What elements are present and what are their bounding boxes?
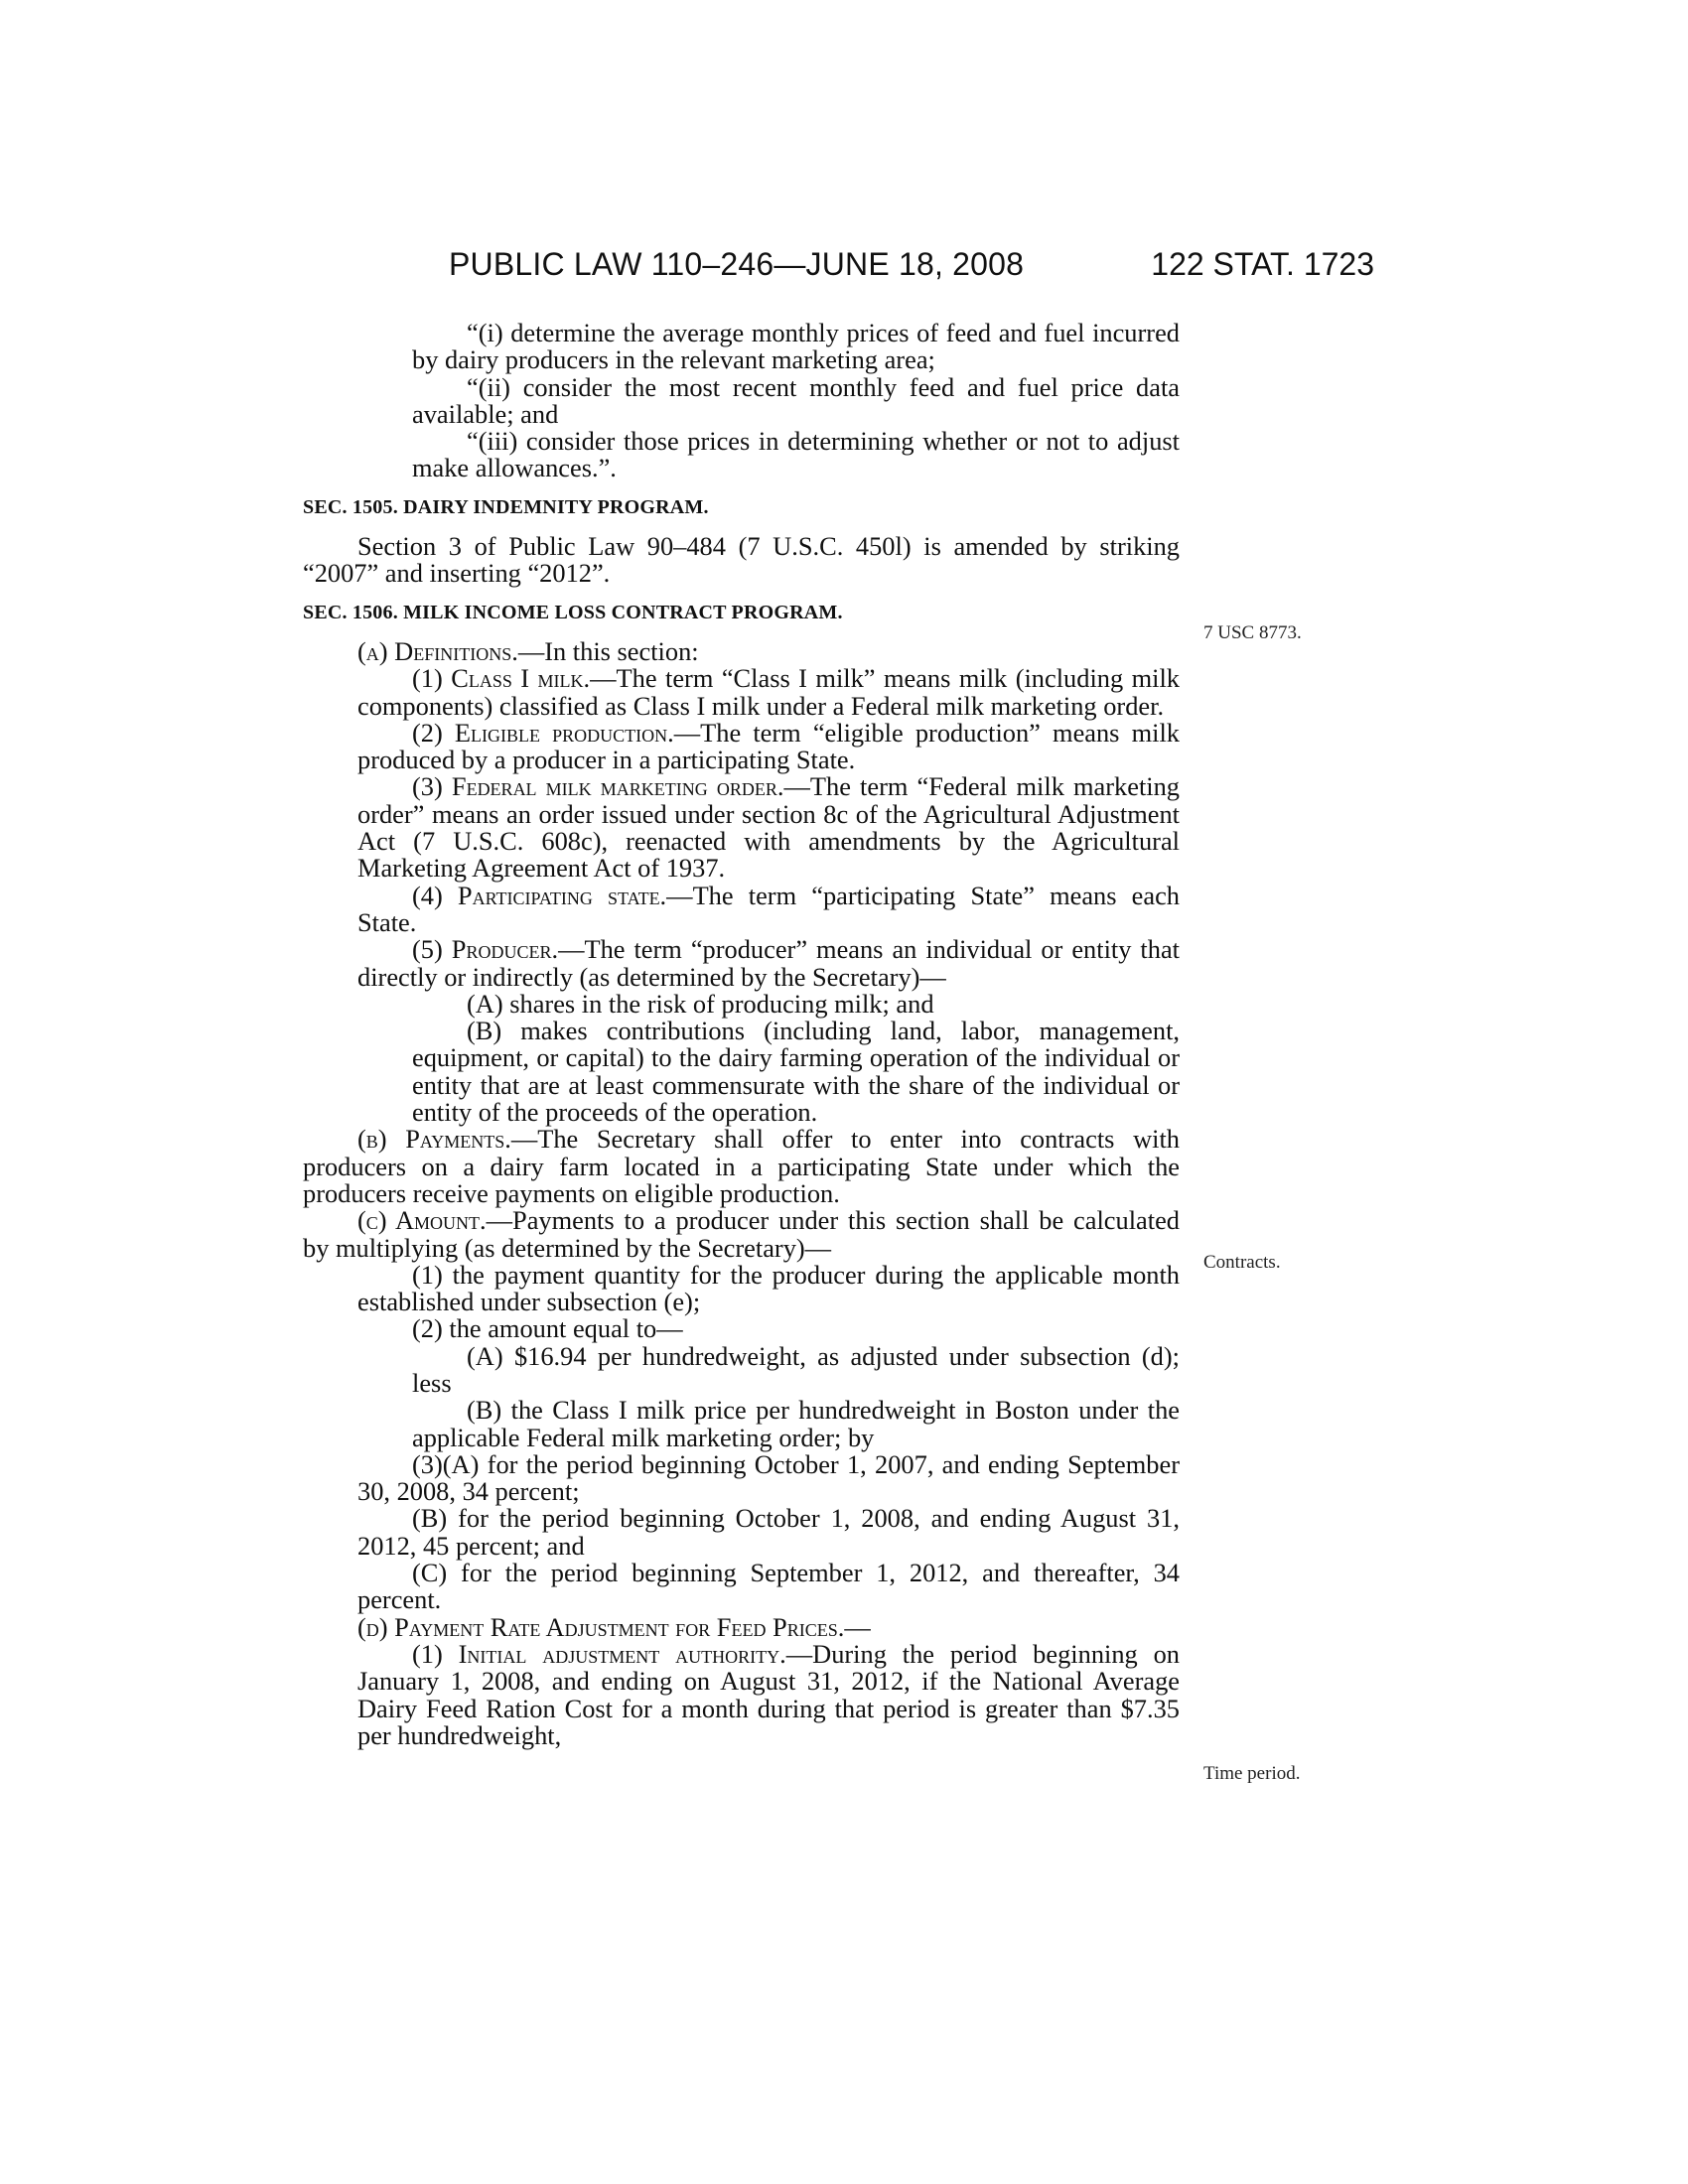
paragraph-text: —During the period beginning on January 1, 2008, and ending on August 31, 2012, if the National Average Dairy Feed Ration Cost for a month during that period is greater than $7.35 per hundredweight, [357, 1638, 1180, 1750]
paragraph: Section 3 of Public Law 90–484 (7 U.S.C. 450l) is amended by striking “2007” and inserting “2012”. [303, 531, 1180, 589]
subsection-heading: (c) Amount. [357, 1205, 487, 1236]
paragraph-heading: (1) Class I milk. [412, 663, 591, 694]
subsection-text: — [844, 1611, 871, 1642]
paragraph-heading: (2) Eligible production. [412, 717, 674, 748]
paragraph-a3 [303, 773, 1180, 882]
subsection-heading: (a) Definitions. [357, 635, 518, 666]
subsection-heading: (d) Payment Rate Adjustment for Feed Prices. [357, 1611, 845, 1642]
paragraph-c2: (2) the amount equal to— [412, 1313, 683, 1344]
paragraph-a5 [303, 936, 1180, 991]
paragraph: “(ii) consider the most recent monthly feed and fuel price data available; and [412, 371, 1180, 429]
margin-note-time-period: Time period. [1203, 1763, 1301, 1784]
subparagraph-a5B: (B) makes contributions (including land, labor, management, equipment, or capital) to the dairy farming operation of the individual or entity that are at least commensurate with the share of the individual or entity of the proceeds of the operation. [412, 1016, 1180, 1128]
paragraph-a4 [303, 880, 1180, 937]
paragraph-heading: (3) Federal milk marketing order. [412, 771, 784, 802]
subsection-text: —The Secretary shall offer to enter into contracts with producers on a dairy farm located in a participating State under which the producers receive payments on eligible production. [303, 1124, 1180, 1208]
subsection-a [303, 635, 1180, 666]
paragraph-text: —The term “Federal milk marketing order” means an order issued under section 8c of the Agricultural Adjustment Act (7 U.S.C. 608c), reenacted with amendments by the Agricultural Marketing Agreement Act of 1937. [357, 771, 1181, 884]
subsection-c [303, 1207, 1180, 1262]
paragraph: “(i) determine the average monthly prices of feed and fuel incurred by dairy producers in the relevant marketing area; [412, 318, 1180, 375]
paragraph-heading: (5) Producer. [412, 934, 559, 965]
page-header [449, 246, 1374, 290]
paragraph-heading: (4) Participating state. [412, 880, 667, 910]
margin-note-usc: 7 USC 8773. [1203, 622, 1302, 643]
subsection-text: —In this section: [517, 635, 699, 666]
running-head: PUBLIC LAW 110–246—JUNE 18, 2008 [449, 246, 1025, 282]
subsection-d [303, 1611, 1180, 1642]
section-heading: SEC. 1505. DAIRY INDEMNITY PROGRAM. [303, 495, 709, 518]
paragraph-d1 [303, 1638, 1180, 1750]
paragraph-text: —The term “Class I milk” means milk (including milk components) classified as Class I milk under a Federal milk marketing order. [357, 663, 1181, 721]
paragraph-text: —The term “participating State” means each State. [357, 880, 1180, 937]
paragraph-heading: (1) Initial adjustment authority. [412, 1638, 786, 1669]
subsection-heading: (b) Payments. [357, 1124, 511, 1155]
margin-note-contracts: Contracts. [1203, 1252, 1281, 1273]
paragraph-c3C: (C) for the period beginning September 1, 2012, and thereafter, 34 percent. [357, 1558, 1180, 1615]
subsection-b [303, 1126, 1180, 1207]
paragraph-text: —The term “eligible production” means milk produced by a producer in a participating State. [357, 717, 1180, 775]
subsection-text: —Payments to a producer under this section shall be calculated by multiplying (as determined by the Secretary)— [303, 1205, 1180, 1263]
subparagraph-c2B: (B) the Class I milk price per hundredweight in Boston under the applicable Federal milk marketing order; by [412, 1395, 1180, 1452]
paragraph-c1: (1) the payment quantity for the producer during the applicable month established under subsection (e); [357, 1259, 1180, 1317]
section-heading: SEC. 1506. MILK INCOME LOSS CONTRACT PROGRAM. [303, 601, 843, 623]
paragraph-c3A: (3)(A) for the period beginning October 1, 2007, and ending September 30, 2008, 34 percent; [357, 1448, 1180, 1507]
paragraph: “(iii) consider those prices in determining whether or not to adjust make allowances.”. [412, 426, 1180, 483]
document-body [303, 320, 1180, 1749]
subparagraph-c2A: (A) $16.94 per hundredweight, as adjusted under subsection (d); less [412, 1340, 1180, 1398]
subparagraph-a5A: (A) shares in the risk of producing milk; and [467, 988, 934, 1019]
paragraph-text: —The term “producer” means an individual or entity that directly or indirectly (as determined by the Secretary)— [357, 934, 1181, 992]
paragraph-c3B: (B) for the period beginning October 1, 2008, and ending August 31, 2012, 45 percent; and [357, 1503, 1180, 1561]
page-number: 122 STAT. 1723 [1151, 246, 1374, 282]
paragraph-a2 [303, 717, 1180, 775]
paragraph-a1 [303, 665, 1180, 720]
